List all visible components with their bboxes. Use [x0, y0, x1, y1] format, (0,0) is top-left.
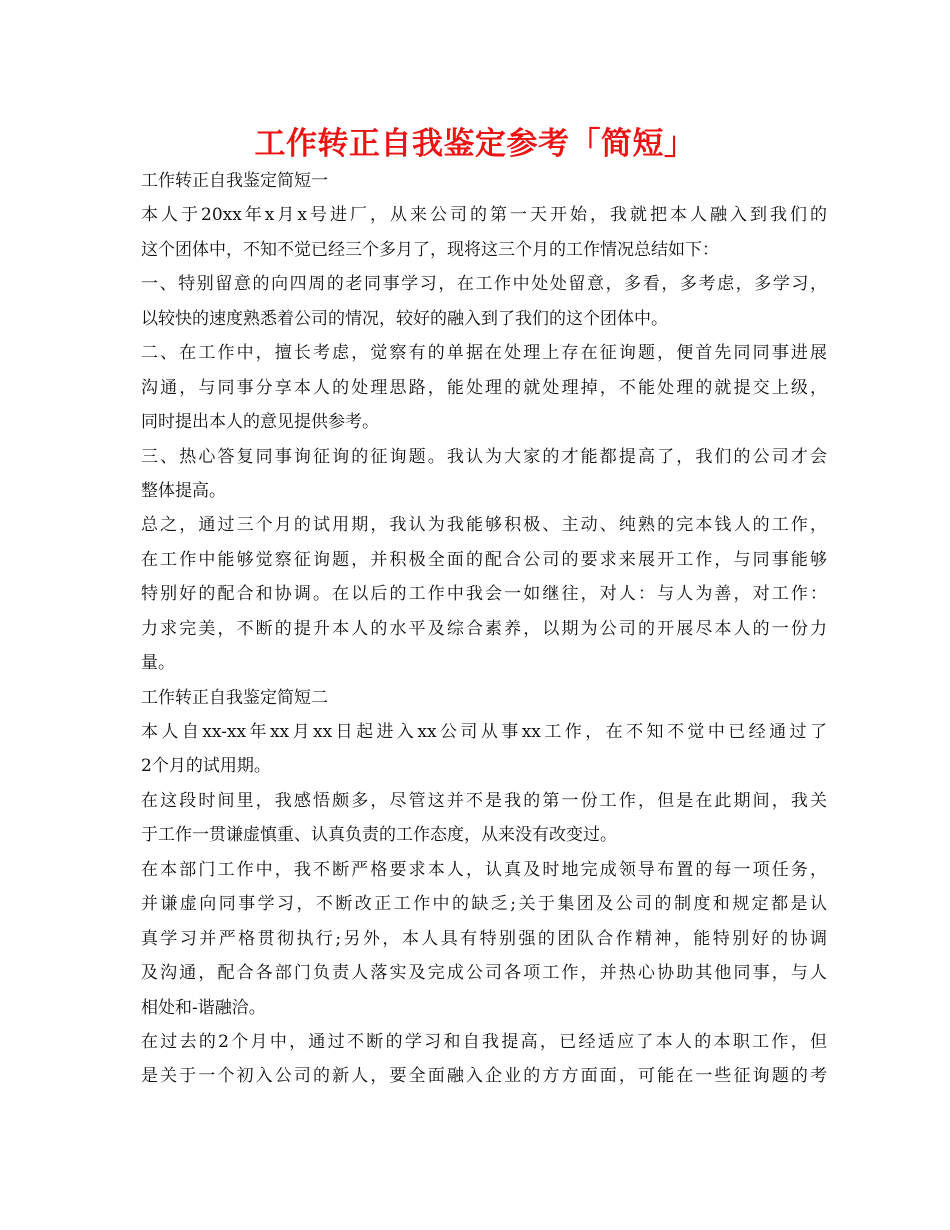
text-line: 及沟通，配合各部门负责人落实及完成公司各项工作，并热心协助其他同事，与人: [141, 963, 827, 984]
text-line: 力求完美，不断的提升本人的水平及综合素养，以期为公司的开展尽本人的一份力: [141, 618, 827, 639]
text-line: 这个团体中，不知不觉已经三个多月了，现将这三个月的工作情况总结如下：: [141, 239, 719, 260]
document-title: 工作转正自我鉴定参考「简短」: [254, 126, 696, 162]
text-line: 特别好的配合和协调。在以后的工作中我会一如继往，对人：与人为善，对工作：: [141, 584, 827, 605]
text-line: 三、热心答复同事询征询的征询题。我认为大家的才能都提高了，我们的公司才会: [141, 446, 827, 467]
section-heading: 工作转正自我鉴定简短一: [141, 171, 328, 191]
text-line: 在这段时间里，我感悟颇多，尽管这并不是我的第一份工作，但是在此期间，我关: [141, 790, 827, 811]
text-line: 同时提出本人的意见提供参考。: [141, 412, 379, 433]
text-line: 二、在工作中，擅长考虑，觉察有的单据在处理上存在征询题，便首先同同事进展: [141, 343, 827, 364]
text-line: 相处和-谐融洽。: [141, 997, 266, 1018]
text-line: 是关于一个初入公司的新人，要全面融入企业的方方面面，可能在一些征询题的考: [141, 1066, 827, 1087]
text-line: 2个月的试用期。: [141, 756, 271, 777]
text-line: 本人自xx-xx年xx月xx日起进入xx公司从事xx工作，在不知不觉中已经通过了: [141, 722, 827, 742]
text-line: 本人于20xx年x月x号进厂，从来公司的第一天开始，我就把本人融入到我们的: [141, 205, 827, 226]
text-line: 在工作中能够觉察征询题，并积极全面的配合公司的要求来展开工作，与同事能够: [141, 549, 827, 570]
text-line: 并谦虚向同事学习，不断改正工作中的缺乏;关于集团及公司的制度和规定都是认: [141, 894, 827, 915]
text-line: 总之，通过三个月的试用期，我认为我能够积极、主动、纯熟的完本钱人的工作，: [141, 515, 827, 536]
text-line: 真学习并严格贯彻执行;另外，本人具有特别强的团队合作精神，能特别好的协调: [141, 928, 827, 949]
text-line: 整体提高。: [141, 480, 226, 501]
text-line: 以较快的速度熟悉着公司的情况，较好的融入到了我们的这个团体中。: [141, 308, 668, 329]
text-line: 在过去的2个月中，通过不断的学习和自我提高，已经适应了本人的本职工作，但: [141, 1031, 827, 1052]
section-heading: 工作转正自我鉴定简短二: [141, 687, 328, 708]
text-line: 沟通，与同事分享本人的处理思路，能处理的就处理掉，不能处理的就提交上级，: [141, 377, 827, 398]
text-line: 一、特别留意的向四周的老同事学习，在工作中处处留意，多看，多考虑，多学习，: [141, 274, 827, 295]
text-line: 于工作一贯谦虚慎重、认真负责的工作态度，从来没有改变过。: [141, 825, 617, 846]
document-body: [141, 164, 827, 1094]
text-line: 量。: [141, 653, 175, 674]
text-line: 在本部门工作中，我不断严格要求本人，认真及时地完成领导布置的每一项任务，: [141, 859, 827, 880]
